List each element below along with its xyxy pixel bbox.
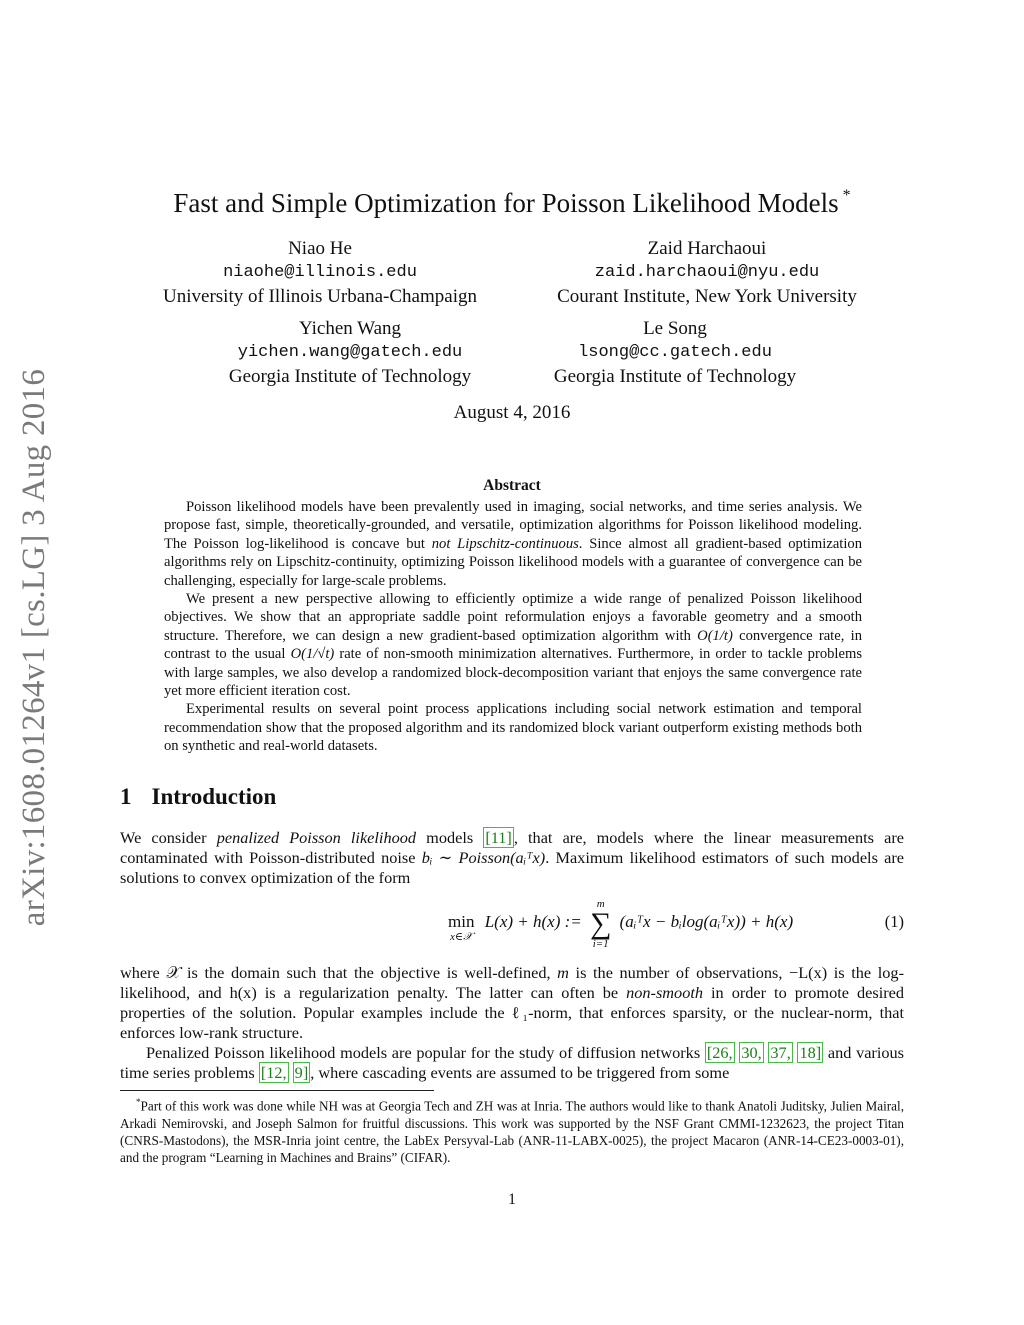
author-email: yichen.wang@gatech.edu [237, 343, 463, 362]
intro-paragraph-2 [120, 963, 904, 1043]
author-affiliation: Georgia Institute of Technology [228, 366, 472, 387]
abstract-text: . Since almost all gradient-based optimization algorithms rely on Lipschitz-continuity, optimizing Poisson likelihood models with a guarantee of convergence can be challenging, especially for large-scale problems. [164, 535, 862, 589]
citation-link[interactable]: 30, [741, 1043, 762, 1062]
footnote-marker: * [136, 1097, 141, 1107]
rate-expression: O(1/t) [697, 627, 733, 644]
citation-link[interactable]: 18] [799, 1043, 822, 1062]
author-name: Niao He [288, 238, 352, 259]
body-text: is the number of observations, −L(x) is the log-likelihood, and h(x) is a regularization penalty. The latter can often be [120, 963, 904, 1002]
author-name: Yichen Wang [298, 318, 402, 339]
author-name: Le Song [643, 318, 707, 339]
equation-expression [448, 898, 794, 950]
citation-link[interactable]: 9] [294, 1063, 309, 1082]
author-email: zaid.harchaoui@nyu.edu [594, 263, 820, 282]
rate-expression: O(1/√t) [290, 646, 335, 663]
author-name: Zaid Harchaoui [647, 238, 767, 259]
author-block-4 [475, 317, 875, 389]
sum-upper: m [596, 898, 605, 910]
author-block-1 [120, 237, 520, 309]
body-text: models [416, 828, 484, 847]
abstract-text: convergence rate, in contrast to the usual [164, 627, 862, 663]
abstract-paragraph-3: Experimental results on several point process applications including social network estimation and temporal recommendation show that the proposed algorithm and its randomized block variant outperform existing methods both on synthetic and real-world datasets. [164, 701, 862, 755]
sum-operator [590, 898, 611, 950]
abstract-heading: Abstract [483, 477, 541, 494]
abstract-text: rate of non-smooth minimization alternatives. Furthermore, in order to tackle problems with large samples, we also develop a randomized block-decomposition variant that enjoys the same convergence rate yet more efficient iteration cost. [164, 646, 862, 700]
author-affiliation: Courant Institute, New York University [557, 286, 857, 307]
footnote-rule [120, 1090, 434, 1091]
body-text: We consider [120, 828, 217, 847]
body-text: where 𝒳 is the domain such that the objective is well-defined, [120, 963, 558, 982]
intro-paragraph-3 [120, 1043, 904, 1083]
body-text: , where cascading events are assumed to be triggered from some [310, 1063, 730, 1082]
abstract-body [164, 498, 862, 756]
min-subscript: x∈𝒳 [449, 931, 473, 943]
section-number: 1 [120, 784, 132, 809]
body-text: in order to promote desired properties of the solution. Popular examples include the ℓ₁-norm, that enforces sparsity, or the nuclear-norm, that enforces low-rank structure. [120, 983, 905, 1042]
body-text: . Maximum likelihood estimators of such models are solutions to convex optimization of the form [120, 848, 905, 887]
footnote [120, 1094, 904, 1166]
abstract-text: Poisson likelihood models have been prevalently used in imaging, social networks, and time series analysis. We propose fast, simple, theoretically-grounded, and versatile, optimization algorithms for Poisson likelihood modeling. The Poisson log-likelihood is concave but [164, 499, 862, 552]
arxiv-stamp-text: arXiv:1608.01264v1 [cs.LG] 3 Aug 2016 [16, 368, 53, 927]
sum-lower: i=1 [592, 938, 609, 950]
citation-link[interactable]: [12, [260, 1063, 287, 1082]
abstract-text: We present a new perspective allowing to efficiently optimize a wide range of penalized Poisson likelihood objectives. We show that an appropriate saddle point reformulation enjoys a favorable geometry and a smooth structure. Therefore, we can design a new gradient-based optimization algorithm with [164, 591, 862, 644]
intro-paragraph-1 [120, 828, 904, 888]
body-text: Penalized Poisson likelihood models are popular for the study of diffusion networks [146, 1043, 705, 1062]
page-number: 1 [508, 1191, 516, 1208]
equation-number: (1) [884, 912, 904, 931]
paper-date: August 4, 2016 [453, 402, 571, 423]
author-block-2 [507, 237, 907, 309]
min-operator [448, 912, 474, 944]
paper-title [100, 178, 924, 221]
math-inline: bᵢ ∼ Poisson(aᵢᵀx) [421, 848, 546, 867]
equation-lhs: L(x) + h(x) := [484, 912, 582, 931]
abstract-emphasis: not Lipschitz-continuous [431, 535, 579, 552]
author-email: lsong@cc.gatech.edu [578, 343, 772, 362]
citation-link[interactable]: [11] [485, 828, 512, 847]
arxiv-stamp [12, 360, 58, 935]
section-title: Introduction [151, 784, 277, 809]
body-emphasis: non-smooth [626, 983, 704, 1002]
sum-symbol: ∑ [590, 907, 612, 940]
title-footnote-marker: * [842, 187, 851, 204]
abstract-paragraph-2 [164, 590, 862, 700]
footnote-text: Part of this work was done while NH was at Georgia Tech and ZH was at Inria. The authors would like to thank Anatoli Juditsky, Julien Mairal, Arkadi Nemirovski, and Joseph Salmon for fruitful discussions. This work was supported by the NSF Grant CMMI-1232623, the project Titan (CNRS-Mastodons), the MSR-Inria joint centre, the LabEx Persyval-Lab (ANR-11-LABX-0025), the project Macaron (ANR-14-CE23-0003-01), and the program “Learning in Machines and Brains” (CIFAR). [120, 1098, 904, 1165]
math-inline: m [557, 963, 569, 982]
author-affiliation: Georgia Institute of Technology [553, 366, 797, 387]
min-label: min [448, 912, 475, 931]
equation-1 [120, 898, 904, 954]
equation-rhs: (aᵢᵀx − bᵢlog(aᵢᵀx)) + h(x) [619, 912, 794, 931]
abstract-paragraph-1 [164, 498, 862, 590]
author-email: niaohe@illinois.edu [223, 263, 417, 282]
author-affiliation: University of Illinois Urbana-Champaign [163, 286, 477, 307]
body-emphasis: penalized Poisson likelihood [216, 828, 417, 847]
intro-paragraphs [120, 963, 904, 1083]
section-heading [120, 784, 276, 810]
citation-link[interactable]: 37, [770, 1043, 791, 1062]
citation-link[interactable]: [26, [706, 1043, 733, 1062]
body-text: and various time series problems [120, 1043, 904, 1082]
title-text: Fast and Simple Optimization for Poisson Likelihood Models [173, 188, 839, 218]
body-text: , that are, models where the linear measurements are contaminated with Poisson-distributed noise [120, 828, 905, 867]
